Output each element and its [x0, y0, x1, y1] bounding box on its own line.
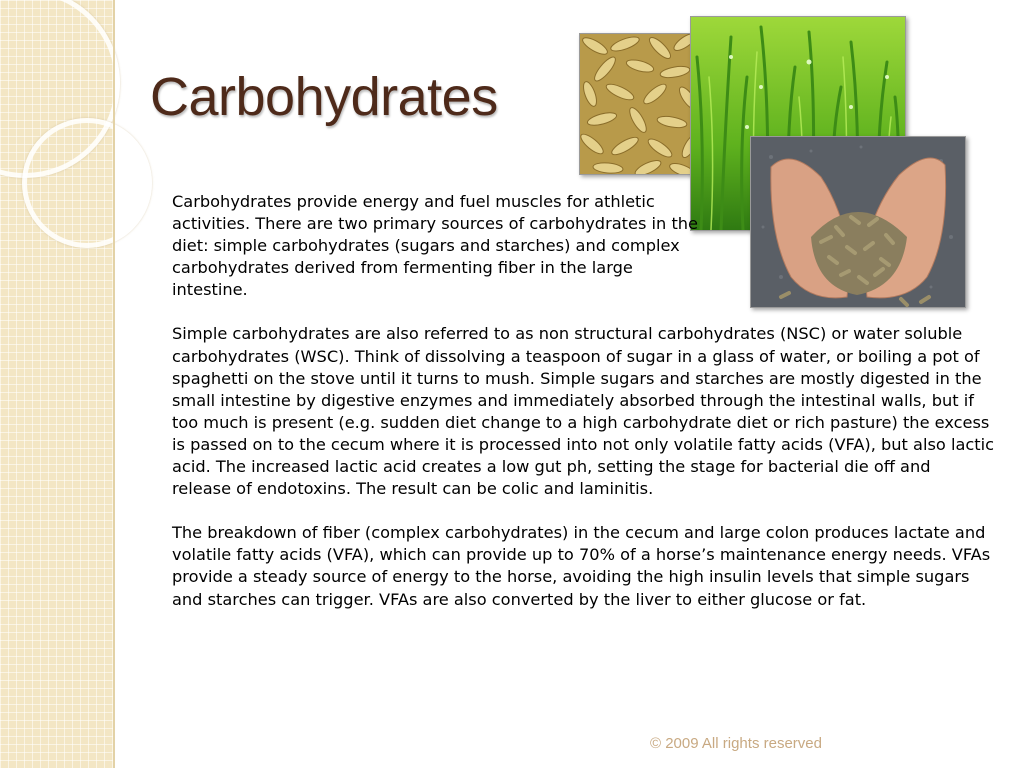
side-band-edge [113, 0, 115, 768]
paragraph: Carbohydrates provide energy and fuel muscles for athletic activities. There are two primary sources of carbohydrates in the diet: simple carbohydrates (sugars and starches) and complex carbohydrates derived from fermenting fiber in the large intestine. [172, 192, 699, 300]
copyright-footer: © 2009 All rights reserved [650, 735, 822, 752]
decorative-side-band [0, 0, 113, 768]
paragraph: Simple carbohydrates are also referred to as non structural carbohydrates (NSC) or water soluble carbohydrates (WSC). Think of dissolving a teaspoon of sugar in a glass of water, or boiling a pot of spaghetti on the stove until it turns to mush. Simple sugars and starches are mostly digested in the small intestine by digestive enzymes and immediately absorbed through the intestinal walls, but if too much is present (e.g. sudden diet change to a high carbohydrate diet or rich pasture) the excess is passed on to the cecum where it is processed into not only volatile fatty acids (VFA), but also lactic acid. The increased lactic acid creates a low gut ph, setting the stage for bacterial die off and release of endotoxins. The result can be colic and laminitis. [172, 324, 995, 499]
body-text [172, 191, 994, 633]
oat-grains-image [580, 34, 700, 174]
slide-title: Carbohydrates [150, 67, 498, 127]
oat-grains-photo [579, 33, 701, 175]
decorative-ring [22, 118, 152, 248]
paragraph: The breakdown of fiber (complex carbohydrates) in the cecum and large colon produces lactate and volatile fatty acids (VFA), which can provide up to 70% of a horse’s maintenance energy needs. VFAs provide a steady source of energy to the horse, avoiding the high insulin levels that simple sugars and starches can trigger. VFAs are also converted by the liver to either glucose or fat. [172, 523, 991, 609]
